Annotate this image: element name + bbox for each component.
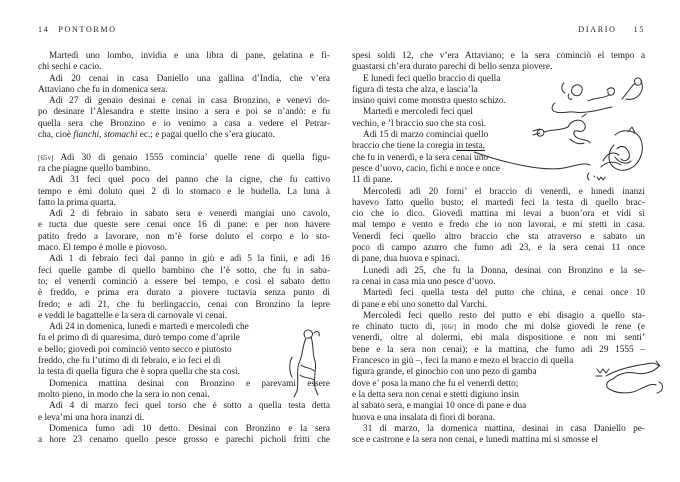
text-line: fu el primo dì di quaresima, durò tempo come d’aprile — [38, 333, 240, 344]
folio-number-left: 14 — [38, 25, 50, 34]
text-line: Adì 2 di febraio in sabato sera e venerdì mangiai uno cavolo, — [49, 209, 330, 220]
text-line: pesce d’uovo, cacio, fichi e noce e once — [352, 163, 500, 174]
text-line: guastarsi ch’era durato parechi dì bello senza piovere. — [352, 62, 553, 73]
text-line: di pane, dua huova e spinaci. — [352, 254, 460, 265]
text-line: è freddo, e prima era durato a piovere tuctavia senza punto di — [38, 288, 330, 299]
text-line: sce e castrone e la sera non cenai, e lunedì mattina mi si smosse el — [352, 435, 599, 446]
text-line: Lunedì adì 25, che fu la Donna, desinai con Bronzino e la se- — [363, 265, 645, 276]
knee-and-hand-sketch — [594, 360, 670, 407]
text-line: po desinare l’Alesandra e stette insino a sera e poi se n’andò: e fu — [38, 107, 330, 118]
text-line: dove e’ posa la mano che fu el venerdì detto; — [352, 378, 519, 389]
underlined-phrase: in testa, — [456, 141, 485, 152]
text-line: patito fredo a lavorare, non m’è forse doluto el corpo e lo sto- — [38, 231, 330, 242]
page-header-left — [38, 25, 330, 35]
page-header-right — [352, 25, 645, 35]
text-line: huova e una insalata di fiori di borana. — [352, 412, 496, 423]
text-line: cio che io dico. Giovedì mattina mi levai a buon’ora et vidi sì — [352, 209, 645, 220]
text-line: [65v] Adì 30 di genaio 1555 comincia’ quelle rene di quella figu- — [38, 152, 330, 163]
folio-marker: [66r] — [441, 324, 457, 332]
text-line: vechio, e ’l braccio suo che sta così. — [352, 118, 486, 129]
text-line: Adì 27 di genaio desinai e cenai in casa Bronzino, e venevi do- — [49, 96, 330, 107]
text-line: di pane e ebi uno sonetto dal Varchi. — [352, 299, 488, 310]
text-line: tempo e èmi doluto quei 2 dì lo stomaco e le budella. La luna à — [38, 186, 330, 197]
text-line: Venerdì feci quello altro braccio che sta atraverso e sabato un — [352, 231, 645, 242]
text-line: Domenica fumo adì 10 detto. Desinai con Bronzino e la sera — [49, 423, 330, 434]
connector-line — [472, 147, 592, 173]
text-line: feci quelle gambe di quello bambino che l’è sotto, che fu in saba- — [38, 265, 330, 276]
text-line: poco di campo azurro che fumo adì 23, e la sera cenai 11 once — [352, 243, 645, 254]
folio-number-right: 15 — [633, 25, 645, 34]
text-line: e leva’mi una hora inanzi dì. — [38, 412, 145, 423]
text-line: Domenica mattina desinai con Bronzino e parevami essere — [49, 378, 330, 389]
text-line: Adì 15 di marzo cominciai quello — [363, 130, 489, 141]
text-line: e la detta sera non cenai e stetti digiuno insin — [352, 389, 520, 400]
text-line: fredo; e adì 21, che fu berlingaccio, cenai con Bronzino la lepre — [38, 299, 330, 310]
text-line: re chinato tucto dì, [66r] in modo che mi dolse giovedì le rene (e — [352, 322, 646, 333]
running-head-right: DIARIO — [578, 25, 617, 34]
text-line: fatto la prima quarta. — [38, 197, 116, 208]
text-line: Martedì feci quella testa del putto che china, e cenai once 10 — [363, 288, 645, 299]
text-line: 31 di marzo, la domenica mattina, desinai in casa Daniello pe- — [363, 423, 645, 434]
text-line: insino quivi come monstra questo schizo. — [352, 96, 506, 107]
text-line: Adì 1 di febraio feci dal panno in giù e adì 5 la finii, e adì 16 — [49, 254, 330, 265]
text-line: chi sechi e cacio. — [38, 62, 102, 73]
text-line: spesi soldi 12, che v’era Attaviano; e la sera cominciò el tempo a — [352, 51, 645, 61]
text-line: Adì 4 di marzo feci quel torso che è sotto a quella testa detta — [49, 401, 330, 412]
text-line: la testa di quella figura che è sopra quella che sta così. — [38, 367, 240, 378]
text-line: figura di testa che alza, e lascia’la — [352, 84, 478, 95]
text-line: cha, cioè fianchi, stomachi ec.; e pagai quello che s’era giucato. — [38, 130, 275, 141]
text-line: E lunedì feci quello braccio di quella — [363, 73, 501, 84]
text-line: al sabato sera, e mangiai 10 once di pane e dua — [352, 401, 527, 412]
standing-figure-sketch — [286, 327, 326, 399]
text-line: e bello; giovedì poi cominciò vento secco e piutosto — [38, 344, 232, 355]
text-line: Adì 24 in domenica, lunedì e martedì e mercoledì che — [49, 322, 249, 333]
text-line: e tucta due queste sere cenai once 16 di pane: e per non havere — [38, 220, 330, 231]
text-line: e veddi le bagattelle e la sera di carnovale vi cenai. — [38, 310, 228, 321]
text-line: Francesco in giù –, feci la mano e mezo el braccio di quella — [352, 356, 574, 367]
text-line: quella sera che Bronzino e io venimo a casa a vedere el Petrar- — [38, 118, 330, 129]
text-line: che fu in venerdì, e la sera cenai uno — [352, 152, 489, 163]
text-line: a hore 23 cenamo quello pesce grosso e parechi picholi fritti che — [38, 435, 330, 446]
text-line: ra cenai in casa mia uno pesce d’uovo. — [352, 276, 496, 287]
text-line: Mercoledì feci quello resto del putto e ebi disagio a quello sta- — [363, 310, 645, 321]
text-line: maco. El tempo è molle e piovoso. — [38, 243, 168, 254]
text-line: ra che piagne quello bambino. — [38, 163, 151, 174]
text-line: mal tempo e vento e fredo che io non lavorai, e mi stetti in casa. — [352, 220, 645, 231]
text-line: Martedì uno lombo, invidia e una libra di pane, gelatina e fi- — [49, 51, 330, 61]
text-line: figura grande, el ginochio con uno pezo di gamba — [352, 367, 537, 378]
text-line: Mercoledì adì 20 forni’ el braccio di venerdì, e lunedì inanzi — [363, 186, 645, 197]
text-line: Adì 31 feci quel poco del panno che la cigne, che fu cattivo — [49, 175, 330, 186]
text-line: havevo fatto quello busto; el martedì feci la testa di quello brac- — [352, 197, 645, 208]
head-with-arm-sketch — [584, 126, 648, 184]
text-line: freddo, che fu l’utimo dì di febraio, e io feci el dì — [38, 356, 221, 367]
text-line: to; el venerdì cominciò a essere bel tempo, e così el sabato detto — [38, 276, 330, 287]
text-line: molto pieno, in modo che la sera io non cenai. — [38, 389, 210, 400]
text-line: Attaviano che fu in domenica sera. — [38, 84, 168, 95]
folio-marker: [65v] — [38, 154, 54, 162]
running-head-left: PONTORMO — [58, 25, 117, 34]
text-line: bene e la sera non cenai); e la mattina, che fumo adì 29 1555 – — [352, 344, 645, 355]
text-line: Adì 20 cenai in casa Daniello una gallina d’India, che v’era — [49, 73, 330, 84]
text-line: braccio che tiene la coregia in testa, — [352, 141, 485, 152]
text-line: venerdì, oltre al dolermi, ebi mala dispositione e non mi senti’ — [352, 333, 645, 344]
text-line: Martedì e mercoledì feci quel — [363, 107, 473, 118]
text-line: 11 di pane. — [352, 175, 393, 186]
